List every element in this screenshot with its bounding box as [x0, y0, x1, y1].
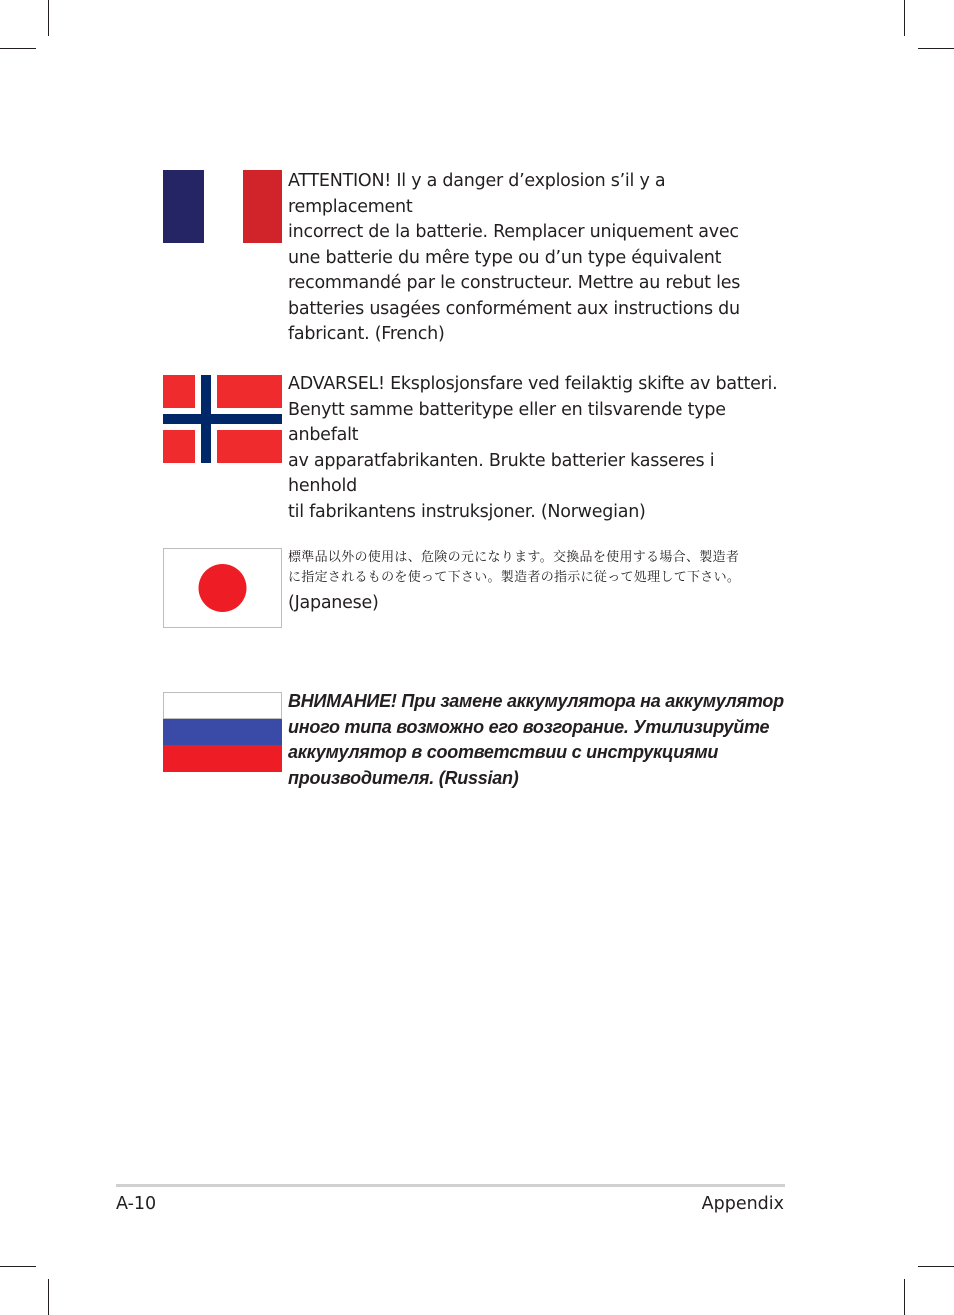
crop-mark — [918, 1266, 954, 1267]
footer-rule — [116, 1184, 785, 1187]
french-warning — [288, 169, 788, 348]
russian-warning — [288, 689, 785, 792]
warning-line: une batterie du mêre type ou d’un type équivalent — [288, 247, 722, 268]
norwegian-warning — [288, 372, 788, 525]
japan-flag-icon — [163, 548, 282, 628]
crop-mark — [904, 0, 905, 36]
warning-line: Benytt samme batteritype eller en tilsvarende type anbefalt — [288, 399, 726, 445]
norway-flag-icon — [163, 375, 282, 463]
warning-line: batteries usagées conformément aux instructions du — [288, 298, 740, 319]
crop-mark — [0, 48, 36, 49]
crop-mark — [904, 1279, 905, 1315]
warning-line: ATTENTION! Il y a danger d’explosion s’il y a remplacement — [288, 171, 666, 217]
warning-line: incorrect de la batterie. Remplacer uniquement avec — [288, 222, 739, 242]
warning-line: аккумулятор в соответствии с инструкциями — [288, 742, 719, 763]
warning-line: ADVARSEL! Eksplosjonsfare ved feilaktig skifte av batteri. — [288, 374, 778, 394]
warning-line: av apparatfabrikanten. Brukte batterier kasseres i henhold — [288, 450, 715, 496]
warning-line: производителя. (Russian) — [288, 768, 519, 789]
crop-mark — [918, 48, 954, 49]
language-label: (Japanese) — [288, 593, 379, 613]
crop-mark — [48, 0, 49, 36]
warning-line: recommandé par le constructeur. Mettre au rebut les — [288, 273, 741, 293]
crop-mark — [0, 1266, 36, 1267]
warning-line: til fabrikantens instruksjoner. (Norwegian) — [288, 501, 646, 522]
warning-line: fabricant. (French) — [288, 324, 445, 344]
warning-line: に指定されるものを使って下さい。製造者の指示に従って処理して下さい。 — [288, 570, 741, 585]
france-flag-icon — [163, 170, 282, 243]
warning-line: ВНИМАНИЕ! При замене аккумулятора на аккумулятор — [288, 691, 784, 711]
page-number: A-10 — [116, 1194, 157, 1214]
warning-line: иного типа возможно его возгорание. Утилизируйте — [288, 716, 770, 737]
section-title: Appendix — [701, 1194, 784, 1214]
japanese-warning — [288, 548, 788, 616]
russia-flag-icon — [163, 692, 282, 772]
crop-mark — [48, 1279, 49, 1315]
warning-line: 標準品以外の使用は、危険の元になります。交換品を使用する場合、製造者 — [288, 550, 740, 565]
